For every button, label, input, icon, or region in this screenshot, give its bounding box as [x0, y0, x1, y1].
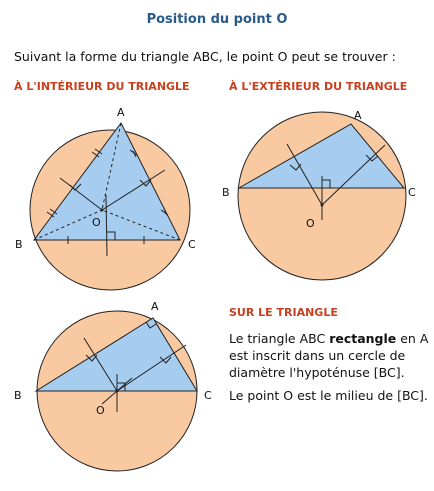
label-A-on: A [151, 300, 159, 313]
figure-inside [15, 106, 196, 290]
label-B-outside: B [222, 186, 230, 199]
note-line-1: Le triangle ABC rectangle en A [229, 331, 429, 346]
label-A-inside: A [117, 106, 125, 119]
label-O-inside: O [92, 216, 101, 229]
label-C-inside: C [188, 238, 196, 251]
label-B-on: B [14, 389, 22, 402]
label-O-on: O [96, 404, 105, 417]
label-O-outside: O [306, 217, 315, 230]
label-C-on: C [204, 389, 212, 402]
heading-on: SUR LE TRIANGLE [229, 306, 338, 319]
figure-outside [222, 109, 416, 280]
note-line-4: Le point O est le milieu de [BC]. [229, 388, 428, 403]
figure-on [14, 300, 212, 471]
note-line-2: est inscrit dans un cercle de [229, 348, 406, 363]
note-line-3: diamètre l'hypoténuse [BC]. [229, 365, 405, 380]
page-title: Position du point O [146, 12, 288, 27]
heading-outside: À L'EXTÉRIEUR DU TRIANGLE [229, 80, 408, 93]
label-C-outside: C [408, 186, 416, 199]
label-B-inside: B [15, 238, 23, 251]
heading-inside: À L'INTÉRIEUR DU TRIANGLE [14, 80, 190, 93]
intro-text: Suivant la forme du triangle ABC, le point O peut se trouver : [14, 49, 396, 64]
label-A-outside: A [354, 109, 362, 122]
